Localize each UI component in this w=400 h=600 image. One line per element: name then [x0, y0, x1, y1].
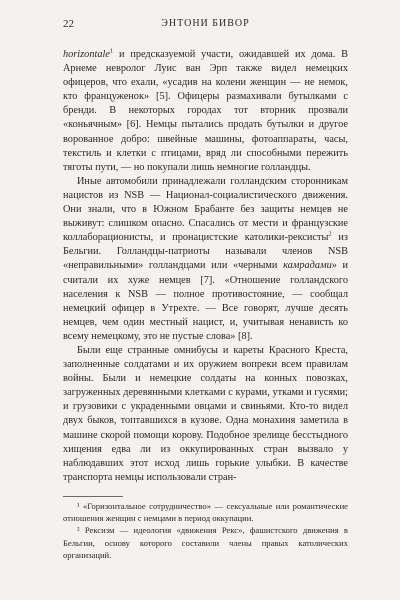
footnote-1: ¹ «Горизонтальное сотрудничество» — сексуальные или романтические отношения женщин с немцами в период оккупации.: [63, 501, 348, 524]
paragraph-2-text-a: Иные автомобили принадлежали голландским сторонникам нацистов из NSB — Национал-социалистического движения. Они знали, что в Южном Брабанте без защиты немцев не выживут: слишком опасно. Спасались от мести и французские коллаборационисты, и пронацистские католики-рексисты: [63, 175, 348, 244]
footnote-mark-2: 2: [328, 230, 332, 238]
page-number: 22: [63, 18, 74, 30]
paragraph-1: [63, 48, 348, 175]
paragraph-2-text-c: » и считали их хуже немцев [7]. «Отношение голландского населения к NSB — полное противостояние, — сообщал немецкий офицер в Утрехте. — Все говорят, лучше десять немцев, чем один местный нацист, и, учитывая ненависть ко всему немецкому, это не пустые слова» [8].: [63, 260, 348, 342]
footnote-divider: [63, 496, 123, 497]
italic-term-horizontale: horizontale: [63, 49, 110, 60]
running-head: ЭНТОНИ БИВОР: [161, 18, 250, 29]
footnote-mark-1: 1: [109, 47, 114, 55]
italic-term-kamrady: камрадами: [283, 260, 332, 272]
footnotes: [63, 500, 348, 561]
footnote-2: ² Рексизм — идеология «движения Рекс», фашистского движения в Бельгии, основу которого составили члены правых католических организаций.: [63, 525, 348, 560]
paragraph-2: [63, 175, 348, 344]
paragraph-3: Были еще странные омнибусы и кареты Красного Креста, заполненные солдатами и их оружием вопреки всем правилам войны. Были и немецкие солдаты на конных повозках, загруженных деревянными клетками с курами, утками и гусями; и грузовики с украденными овцами и свиньями. Кто-то видел двух быков, топтавшихся в кузове. Одна монахиня заметила в машине скорой помощи корову. Подобное зрелище бесстыдного хищения едва ли из оккупированных стран вызвало у наблюдавших этот исход лишь горькие улыбки. В качестве транспорта немцы использовали стран-: [63, 344, 348, 483]
paragraph-1-text: и предсказуемой участи, ожидавшей их дома. В Арнеме невролог Луис ван Эрп также видел немецких офицеров, что ехали, «усадив на колени женщин — не немок, кто француженок» [5]. Офицеры размахивали бутылками с бренди. В некоторых городах тот вторник прозвали «коньячным» [6]. Немцы пытались продать бутылки и другое ворованное добро: швейные машины, фотоаппараты, часы, текстиль и клетки с птицами, вряд ли способными пережить тяготы пути, — но покупали лишь немногие голландцы.: [63, 49, 348, 173]
paragraph-2-text-b: из Бельгии. Голландцы-патриоты называли членов NSB «неправильными» голландцами или «черными: [63, 232, 348, 272]
body-text: [63, 48, 348, 485]
page-header: [63, 17, 348, 31]
